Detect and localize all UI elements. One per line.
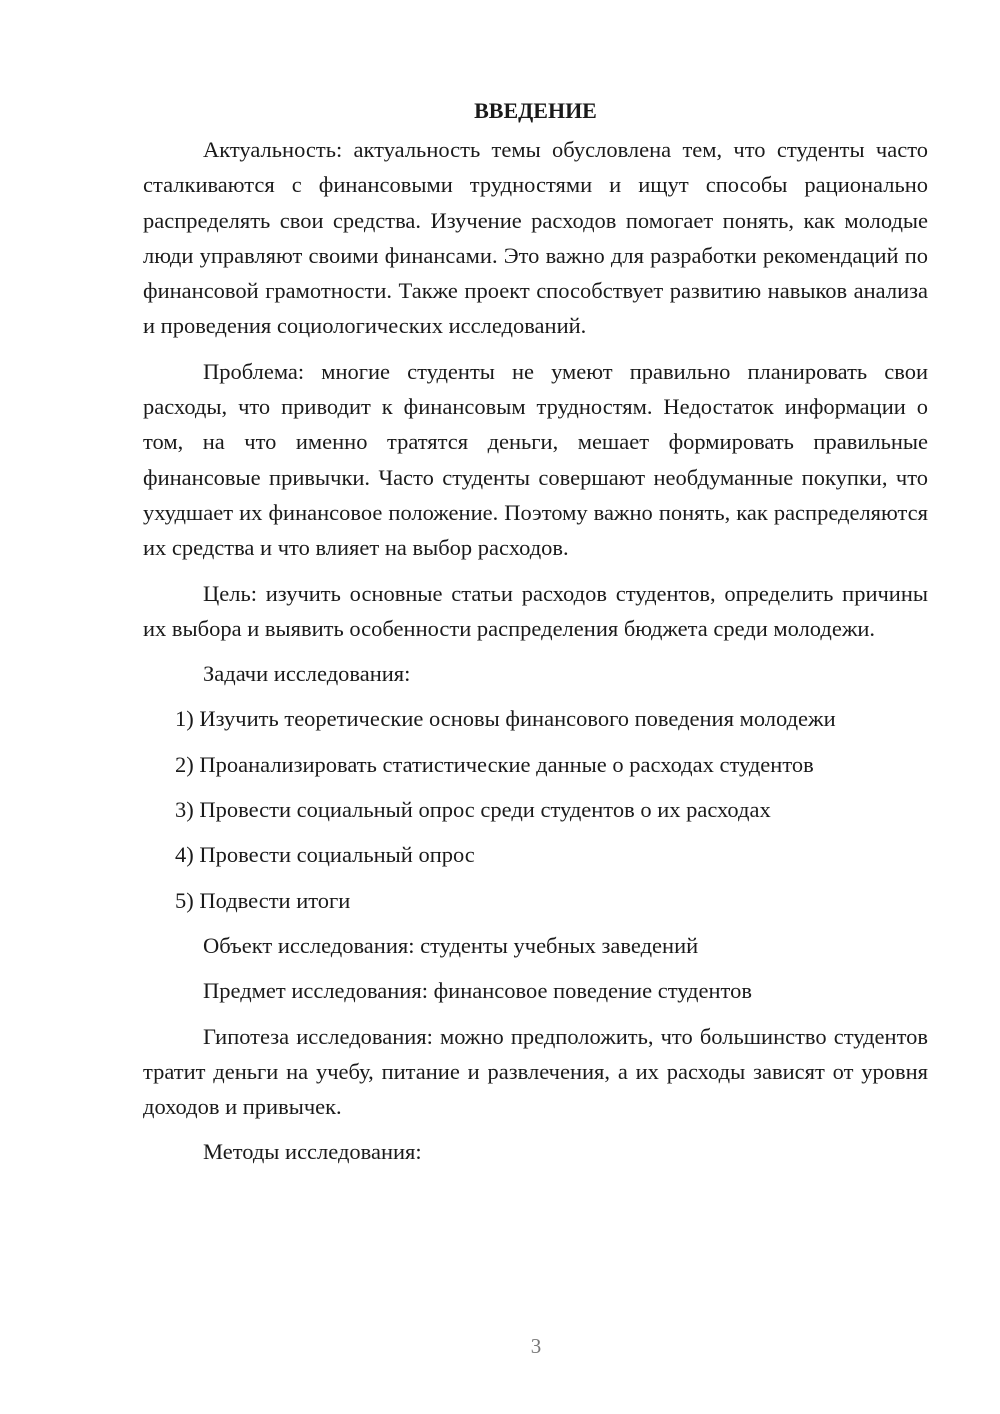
- subject-line: Предмет исследования: финансовое поведение студентов: [203, 978, 752, 1004]
- list-item: 2) Проанализировать статистические данные о расходах студентов: [175, 751, 814, 777]
- tasks-heading: Задачи исследования:: [203, 661, 411, 687]
- object-line: Объект исследования: студенты учебных заведений: [203, 932, 699, 958]
- relevance-paragraph: Актуальность: актуальность темы обусловлена тем, что студенты часто сталкиваются с финансовыми трудностями и ищут способы рационально распределять свои средства. Изучение расходов помогает понять, как молодые люди управляют своими финансами. Это важно для разработки рекомендаций по финансовой грамотности. Также проект способствует развитию навыков анализа и проведения социологических исследований.: [143, 137, 928, 339]
- list-item: 3) Провести социальный опрос среди студентов о их расходах: [175, 797, 771, 823]
- problem-paragraph: Проблема: многие студенты не умеют правильно планировать свои расходы, что приводит к финансовым трудностям. Недостаток информации о том, на что именно тратятся деньги, мешает формировать правильные финансовые привычки. Часто студенты совершают необдуманные покупки, что ухудшает их финансовое положение. Поэтому важно понять, как распределяются их средства и что влияет на выбор расходов.: [143, 358, 928, 561]
- page-number: 3: [530, 1334, 542, 1358]
- page-content: [143, 92, 928, 1180]
- hypothesis-paragraph: Гипотеза исследования: можно предположить, что большинство студентов тратит деньги на учебу, питание и развлечения, а их расходы зависят от уровня доходов и привычек.: [143, 1023, 928, 1120]
- methods-heading: Методы исследования:: [203, 1139, 422, 1165]
- tasks-list: [143, 701, 928, 917]
- list-item: 4) Провести социальный опрос: [175, 842, 475, 868]
- page-title: ВВЕДЕНИЕ: [474, 98, 597, 123]
- list-item: 1) Изучить теоретические основы финансового поведения молодежи: [175, 706, 836, 732]
- goal-paragraph: Цель: изучить основные статьи расходов студентов, определить причины их выбора и выявить особенности распределения бюджета среди молодежи.: [143, 580, 928, 641]
- list-item: 5) Подвести итоги: [175, 887, 351, 913]
